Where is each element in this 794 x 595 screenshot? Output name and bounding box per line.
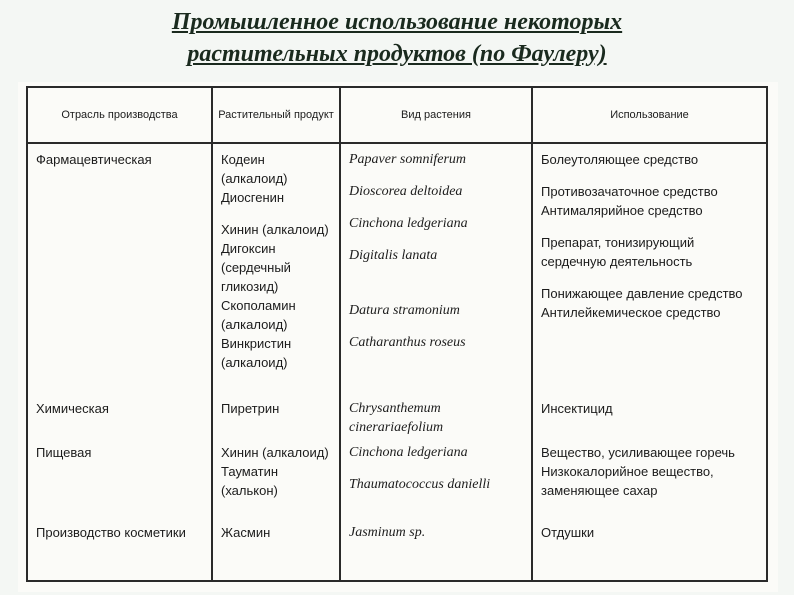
industry-cell: Фармацевтическая — [27, 143, 212, 393]
species-cell — [340, 517, 532, 581]
table-row — [27, 437, 767, 517]
plant-products-table — [26, 86, 768, 582]
header-species: Вид растения — [340, 87, 532, 143]
species-cell — [340, 143, 532, 393]
product-entry: Жасмин — [221, 525, 271, 540]
table-row — [27, 143, 767, 393]
use-entry: Болеутоляющее средство — [541, 152, 699, 167]
species-entry: Datura stramonium — [349, 303, 460, 318]
use-cell — [532, 393, 767, 437]
industry-cell: Производство косметики — [27, 517, 212, 581]
product-entry: Тауматин (халькон) — [221, 464, 279, 498]
species-entry: Chrysanthemum cinerariaefolium — [349, 401, 444, 435]
product-cell — [212, 393, 340, 437]
species-entry: Thaumatococcus danielli — [349, 477, 491, 492]
species-entry: Cinchona ledgeriana — [349, 445, 468, 460]
species-cell — [340, 437, 532, 517]
product-entry: Скополамин (алкалоид) — [221, 298, 296, 332]
species-entry: Dioscorea deltoidea — [349, 184, 463, 199]
title-line-2: растительных продуктов (по Фаулеру) — [187, 41, 607, 67]
species-entry: Catharanthus roseus — [349, 335, 466, 350]
species-entry: Digitalis lanata — [349, 248, 438, 263]
industry-cell: Химическая — [27, 393, 212, 437]
use-entry: Антималярийное средство — [541, 203, 703, 218]
table-scan — [18, 82, 778, 592]
title-line-1: Промышленное использование некоторых — [171, 9, 623, 35]
use-entry: Препарат, тонизирующий сердечную деятельность — [541, 235, 695, 269]
use-cell — [532, 517, 767, 581]
table-row — [27, 517, 767, 581]
industry-cell: Пищевая — [27, 437, 212, 517]
use-entry: Антилейкемическое средство — [541, 305, 721, 320]
product-entry: Кодеин (алкалоид) — [221, 152, 288, 186]
use-cell — [532, 437, 767, 517]
species-cell — [340, 393, 532, 437]
header-use: Использование — [532, 87, 767, 143]
use-entry: Вещество, усиливающее горечь — [541, 445, 735, 460]
species-entry: Jasminum sp. — [349, 525, 426, 540]
page-title — [0, 6, 794, 70]
use-entry: Понижающее давление средство — [541, 286, 743, 301]
product-entry: Пиретрин — [221, 401, 280, 416]
header-product: Растительный продукт — [212, 87, 340, 143]
header-industry: Отрасль производства — [27, 87, 212, 143]
use-entry: Низкокалорийное вещество, заменяющее сахар — [541, 464, 714, 498]
use-entry: Противозачаточное средство — [541, 184, 718, 199]
use-entry: Отдушки — [541, 525, 595, 540]
product-entry: Дигоксин (сердечный гликозид) — [221, 241, 291, 294]
product-cell — [212, 143, 340, 393]
product-entry: Винкристин (алкалоид) — [221, 336, 292, 370]
species-entry: Cinchona ledgeriana — [349, 216, 468, 231]
product-cell — [212, 437, 340, 517]
product-entry: Диосгенин — [221, 190, 285, 205]
product-entry: Хинин (алкалоид) — [221, 445, 329, 460]
use-cell — [532, 143, 767, 393]
table-header-row — [27, 87, 767, 143]
product-cell — [212, 517, 340, 581]
species-entry: Papaver somniferum — [349, 152, 467, 167]
use-entry: Инсектицид — [541, 401, 613, 416]
product-entry: Хинин (алкалоид) — [221, 222, 329, 237]
table-row — [27, 393, 767, 437]
